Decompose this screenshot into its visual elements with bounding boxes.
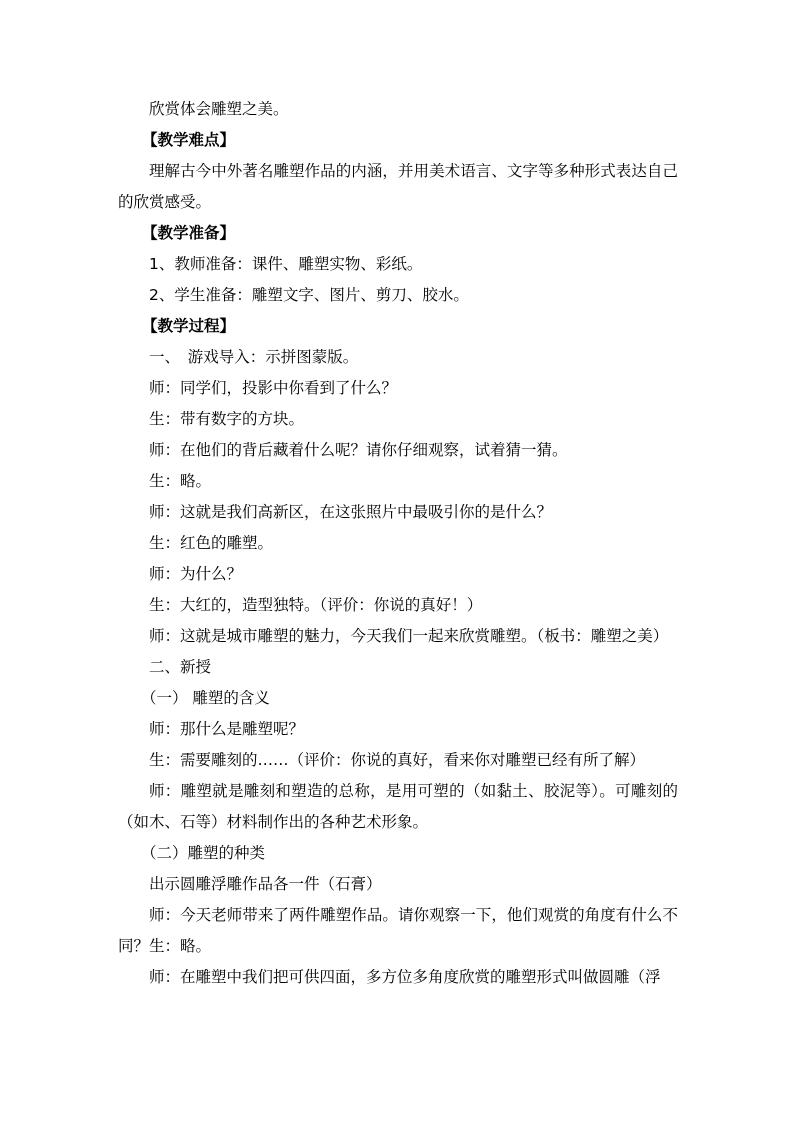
- dialogue-line: 生：大红的，造型独特。（评价：你说的真好！）: [149, 596, 483, 614]
- dialogue-line: 师：在他们的背后藏着什么呢？请你仔细观察，试着猜一猜。: [149, 441, 568, 459]
- dialogue-line: 师：这就是城市雕塑的魅力，今天我们一起来欣赏雕塑。（板书：雕塑之美）: [149, 627, 669, 645]
- paragraph: 欣赏体会雕塑之美。: [149, 100, 289, 118]
- dialogue-line: 师：为什么？: [149, 565, 243, 583]
- list-item: 1、教师准备：课件、雕塑实物、彩纸。: [149, 255, 423, 273]
- paragraph: 师：今天老师带来了两件雕塑作品。请你观察一下，他们观赏的角度有什么不同？生：略。: [118, 906, 678, 955]
- dialogue-line: 师：这就是我们高新区，在这张照片中最吸引你的是什么？: [149, 503, 553, 521]
- dialogue-line: 生：红色的雕塑。: [149, 534, 274, 552]
- dialogue-line: 生：略。: [149, 472, 212, 490]
- paragraph: 师：雕塑就是雕刻和塑造的总称，是用可塑的（如黏土、胶泥等）。可雕刻的（如木、石等）材料制作出的各种艺术形象。: [118, 782, 678, 831]
- paragraph: 二、新授: [149, 658, 212, 676]
- dialogue-line: 师：同学们，投影中你看到了什么？: [149, 379, 398, 397]
- section-heading-process: 【教学过程】: [142, 317, 236, 335]
- list-item: 2、学生准备：雕塑文字、图片、剪刀、胶水。: [149, 286, 469, 304]
- paragraph: 一、 游戏导入：示拼图蒙版。: [149, 348, 359, 366]
- dialogue-line: 生：带有数字的方块。: [149, 410, 305, 428]
- paragraph: 师：在雕塑中我们把可供四面，多方位多角度欣赏的雕塑形式叫做圆雕（浮: [149, 968, 661, 986]
- subsection-heading: （二）雕塑的种类: [141, 844, 266, 862]
- section-heading-preparation: 【教学准备】: [142, 224, 236, 242]
- section-heading-difficulty: 【教学难点】: [142, 131, 236, 149]
- document-body: [118, 94, 678, 993]
- paragraph: 出示圆雕浮雕作品各一件（石膏）: [149, 875, 382, 893]
- dialogue-line: 师：那什么是雕塑呢？: [149, 720, 305, 738]
- dialogue-line: 生：需要雕刻的……（评价：你说的真好，看来你对雕塑已经有所了解）: [149, 751, 646, 769]
- subsection-heading: （一） 雕塑的含义: [141, 689, 270, 707]
- paragraph: 理解古今中外著名雕塑作品的内涵，并用美术语言、文字等多种形式表达自己的欣赏感受。: [118, 162, 678, 211]
